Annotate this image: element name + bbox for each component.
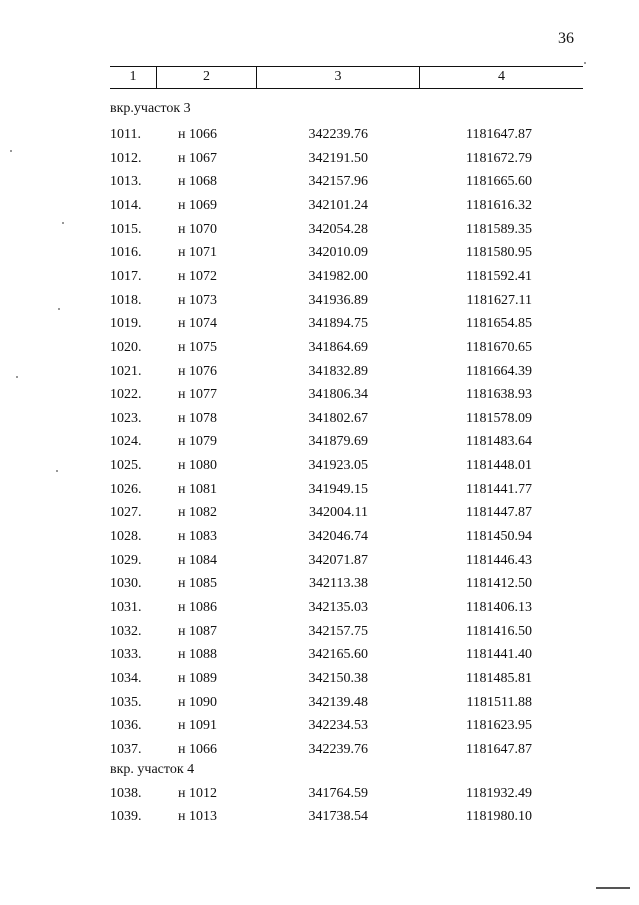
coordinate-y: 1181672.79 (466, 150, 532, 166)
coordinate-y: 1181980.10 (466, 809, 532, 825)
point-id: н 1076 (178, 363, 217, 379)
coordinate-y: 1181580.95 (466, 245, 532, 261)
row-number: 1028. (110, 529, 142, 545)
table-row (0, 553, 639, 573)
coordinate-x: 342113.38 (309, 576, 368, 592)
coordinate-x: 341764.59 (308, 785, 368, 801)
coordinate-x: 341923.05 (308, 458, 368, 474)
point-id: н 1080 (178, 458, 217, 474)
point-id: н 1089 (178, 670, 217, 686)
scan-speck (58, 308, 60, 310)
coordinate-x: 342004.11 (309, 505, 368, 521)
coordinate-y: 1181441.40 (466, 647, 532, 663)
coordinate-x: 342135.03 (308, 600, 368, 615)
point-id: н 1091 (178, 718, 217, 734)
point-id: н 1082 (178, 505, 217, 521)
table-row (0, 340, 639, 360)
header-col-1: 1 (129, 69, 137, 84)
point-id: н 1073 (178, 292, 217, 308)
coordinate-y: 1181441.77 (466, 481, 532, 497)
coordinate-y: 1181932.49 (466, 785, 532, 801)
table-row (0, 786, 639, 806)
coordinate-x: 341879.69 (308, 434, 368, 450)
coordinate-x: 342071.87 (308, 552, 368, 568)
table-row (0, 809, 639, 829)
table-row (0, 647, 639, 667)
coordinate-y: 1181670.65 (466, 339, 532, 355)
coordinate-x: 341738.54 (308, 809, 368, 825)
table-row (0, 269, 639, 289)
table-row (0, 434, 639, 454)
coordinate-y: 1181589.35 (466, 221, 532, 237)
point-id: н 1066 (178, 741, 217, 757)
point-id: н 1083 (178, 529, 217, 545)
coordinate-y: 1181412.50 (466, 576, 532, 592)
point-id: н 1078 (178, 410, 217, 426)
row-number: 1012. (110, 150, 142, 166)
table-row (0, 198, 639, 218)
coordinate-x: 342234.53 (308, 718, 368, 734)
header-col-4: 4 (419, 67, 583, 88)
row-number: 1017. (110, 268, 142, 284)
table-row (0, 364, 639, 384)
row-number: 1023. (110, 410, 142, 426)
row-number: 1026. (110, 481, 142, 497)
coordinate-y: 1181416.50 (466, 623, 532, 639)
table-row (0, 245, 639, 265)
coordinate-x: 342046.74 (308, 529, 368, 545)
point-id: н 1090 (178, 694, 217, 710)
point-id: н 1067 (178, 150, 217, 166)
table-row (0, 458, 639, 478)
point-id: н 1081 (178, 481, 217, 497)
table-row (0, 222, 639, 242)
coordinate-x: 342139.48 (308, 694, 368, 710)
row-number: 1024. (110, 434, 142, 450)
point-id: н 1013 (178, 809, 217, 825)
table-row (0, 411, 639, 431)
scan-speck (16, 376, 18, 378)
coordinate-y: 1181406.13 (466, 600, 532, 615)
row-number: 1035. (110, 694, 142, 710)
point-id: н 1012 (178, 785, 217, 801)
row-number: 1011. (110, 127, 141, 142)
table-row (0, 174, 639, 194)
point-id: н 1066 (178, 127, 217, 142)
coordinate-y: 1181447.87 (466, 505, 532, 521)
table-row (0, 127, 639, 147)
coordinate-x: 342010.09 (308, 245, 368, 261)
coordinate-x: 342157.96 (308, 174, 368, 190)
point-id: н 1079 (178, 434, 217, 450)
row-number: 1036. (110, 718, 142, 734)
table-row (0, 151, 639, 171)
point-id: н 1085 (178, 576, 217, 592)
coordinate-x: 341832.89 (308, 363, 368, 379)
row-number: 1029. (110, 552, 142, 568)
coordinate-x: 342101.24 (308, 197, 368, 213)
coordinate-y: 1181485.81 (466, 670, 532, 686)
table-row (0, 505, 639, 525)
scan-speck (62, 222, 64, 224)
coordinate-y: 1181627.11 (466, 292, 532, 308)
coordinate-y: 1181450.94 (466, 529, 532, 545)
row-number: 1037. (110, 741, 142, 757)
scan-speck (584, 62, 586, 64)
coordinate-x: 341936.89 (308, 292, 368, 308)
table-row (0, 671, 639, 691)
row-number: 1030. (110, 576, 142, 592)
point-id: н 1088 (178, 647, 217, 663)
coordinate-y: 1181483.64 (466, 434, 532, 450)
row-number: 1019. (110, 316, 142, 332)
coordinate-y: 1181448.01 (466, 458, 532, 474)
coordinate-y: 1181665.60 (466, 174, 532, 190)
point-id: н 1069 (178, 197, 217, 213)
row-number: 1018. (110, 292, 142, 308)
point-id: н 1068 (178, 174, 217, 190)
row-number: 1033. (110, 647, 142, 663)
coordinate-x: 341802.67 (308, 410, 368, 426)
scan-speck (56, 470, 58, 472)
row-number: 1027. (110, 505, 142, 521)
table-row (0, 576, 639, 596)
coordinate-y: 1181647.87 (466, 127, 532, 142)
point-id: н 1072 (178, 268, 217, 284)
coordinate-y: 1181623.95 (466, 718, 532, 734)
row-number: 1039. (110, 809, 142, 825)
table-row (0, 624, 639, 644)
scan-edge-mark (596, 887, 630, 889)
point-id: н 1087 (178, 623, 217, 639)
coordinate-y: 1181654.85 (466, 316, 532, 332)
scan-speck (10, 150, 12, 152)
row-number: 1020. (110, 339, 142, 355)
row-number: 1025. (110, 458, 142, 474)
row-number: 1034. (110, 670, 142, 686)
table-row (0, 600, 639, 620)
table-row (0, 387, 639, 407)
coordinate-y: 1181511.88 (466, 694, 532, 710)
point-id: н 1077 (178, 387, 217, 403)
section-heading: вкр.участок 3 (110, 101, 191, 116)
row-number: 1031. (110, 600, 142, 615)
row-number: 1016. (110, 245, 142, 261)
table-row (0, 718, 639, 738)
table-row (0, 316, 639, 336)
row-number: 1013. (110, 174, 142, 190)
coordinate-y: 1181578.09 (466, 410, 532, 426)
row-number: 1015. (110, 221, 142, 237)
point-id: н 1075 (178, 339, 217, 355)
coordinate-y: 1181592.41 (466, 268, 532, 284)
table-row (0, 293, 639, 313)
row-number: 1032. (110, 623, 142, 639)
page-number: 36 (558, 30, 574, 47)
coordinate-x: 341949.15 (308, 481, 368, 497)
row-number: 1038. (110, 785, 142, 801)
coordinate-x: 341864.69 (308, 339, 368, 355)
coordinate-x: 342191.50 (308, 150, 368, 166)
table-row (0, 529, 639, 549)
coordinate-y: 1181446.43 (466, 552, 532, 568)
table-row (0, 742, 639, 762)
coordinate-x: 341894.75 (308, 316, 368, 332)
coordinate-y: 1181664.39 (466, 363, 532, 379)
table-row (0, 695, 639, 715)
point-id: н 1084 (178, 552, 217, 568)
coordinate-x: 341982.00 (308, 268, 368, 284)
header-col-2: 2 (156, 67, 256, 88)
row-number: 1021. (110, 363, 142, 379)
row-number: 1014. (110, 197, 142, 213)
coordinate-y: 1181647.87 (466, 741, 532, 757)
header-col-3: 3 (256, 67, 419, 88)
coordinate-x: 342165.60 (308, 647, 368, 663)
coordinate-x: 342239.76 (308, 127, 368, 142)
point-id: н 1070 (178, 221, 217, 237)
coordinate-x: 341806.34 (308, 387, 368, 403)
coordinate-x: 342157.75 (308, 623, 368, 639)
point-id: н 1086 (178, 600, 217, 615)
point-id: н 1071 (178, 245, 217, 261)
coordinate-y: 1181638.93 (466, 387, 532, 403)
coordinate-x: 342150.38 (308, 670, 368, 686)
table-row (0, 482, 639, 502)
coordinate-x: 342054.28 (308, 221, 368, 237)
coordinate-x: 342239.76 (308, 741, 368, 757)
point-id: н 1074 (178, 316, 217, 332)
section-heading: вкр. участок 4 (110, 761, 195, 777)
row-number: 1022. (110, 387, 142, 403)
coordinate-y: 1181616.32 (466, 197, 532, 213)
